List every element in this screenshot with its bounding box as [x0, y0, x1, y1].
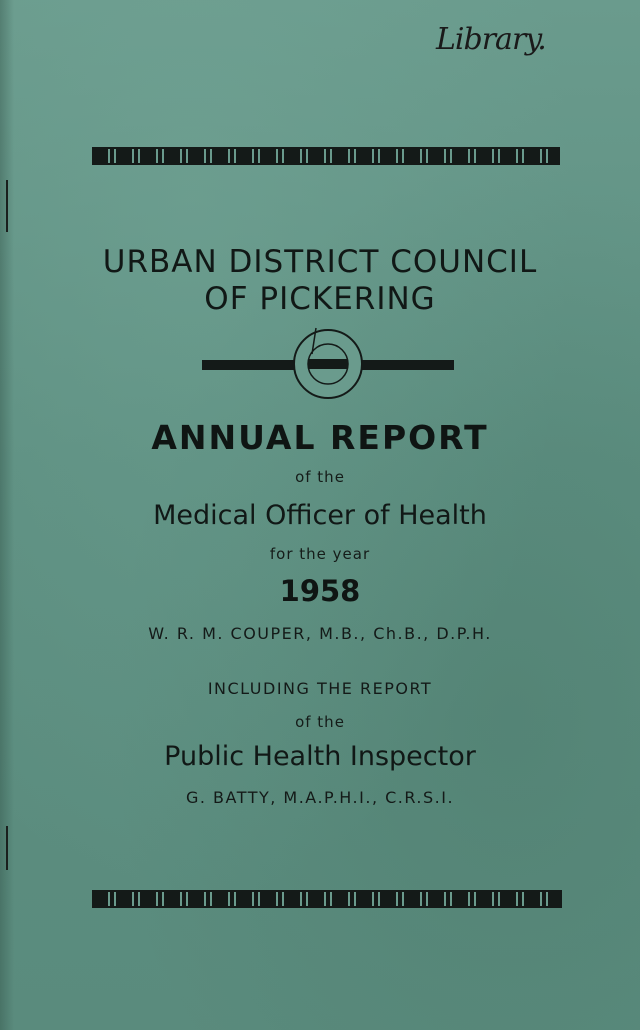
edge-mark-bottom [6, 826, 8, 870]
including-report-text: INCLUDING THE REPORT [207, 679, 433, 698]
edge-mark-top [6, 180, 8, 232]
public-health-inspector-heading: Public Health Inspector [164, 741, 476, 772]
library-stamp-ornament [202, 326, 454, 412]
top-decorative-border [92, 147, 560, 165]
bottom-decorative-border [92, 890, 562, 908]
inspector-name: G. BATTY, M.A.P.H.I., C.R.S.I. [185, 788, 455, 807]
of-the-text-1: of the [295, 468, 345, 486]
medical-officer-name: W. R. M. COUPER, M.B., Ch.B., D.P.H. [148, 624, 492, 643]
stamp-center-bar [308, 359, 348, 369]
medical-officer-heading: Medical Officer of Health [153, 500, 487, 531]
annual-report-title: ANNUAL REPORT [151, 418, 489, 457]
for-the-year-text: for the year [269, 545, 371, 563]
council-title-line2: OF PICKERING [204, 281, 436, 317]
council-title-line1: URBAN DISTRICT COUNCIL [102, 244, 538, 280]
of-the-text-2: of the [295, 713, 345, 731]
handwritten-note: Library. [436, 22, 546, 57]
report-year: 1958 [279, 574, 361, 608]
